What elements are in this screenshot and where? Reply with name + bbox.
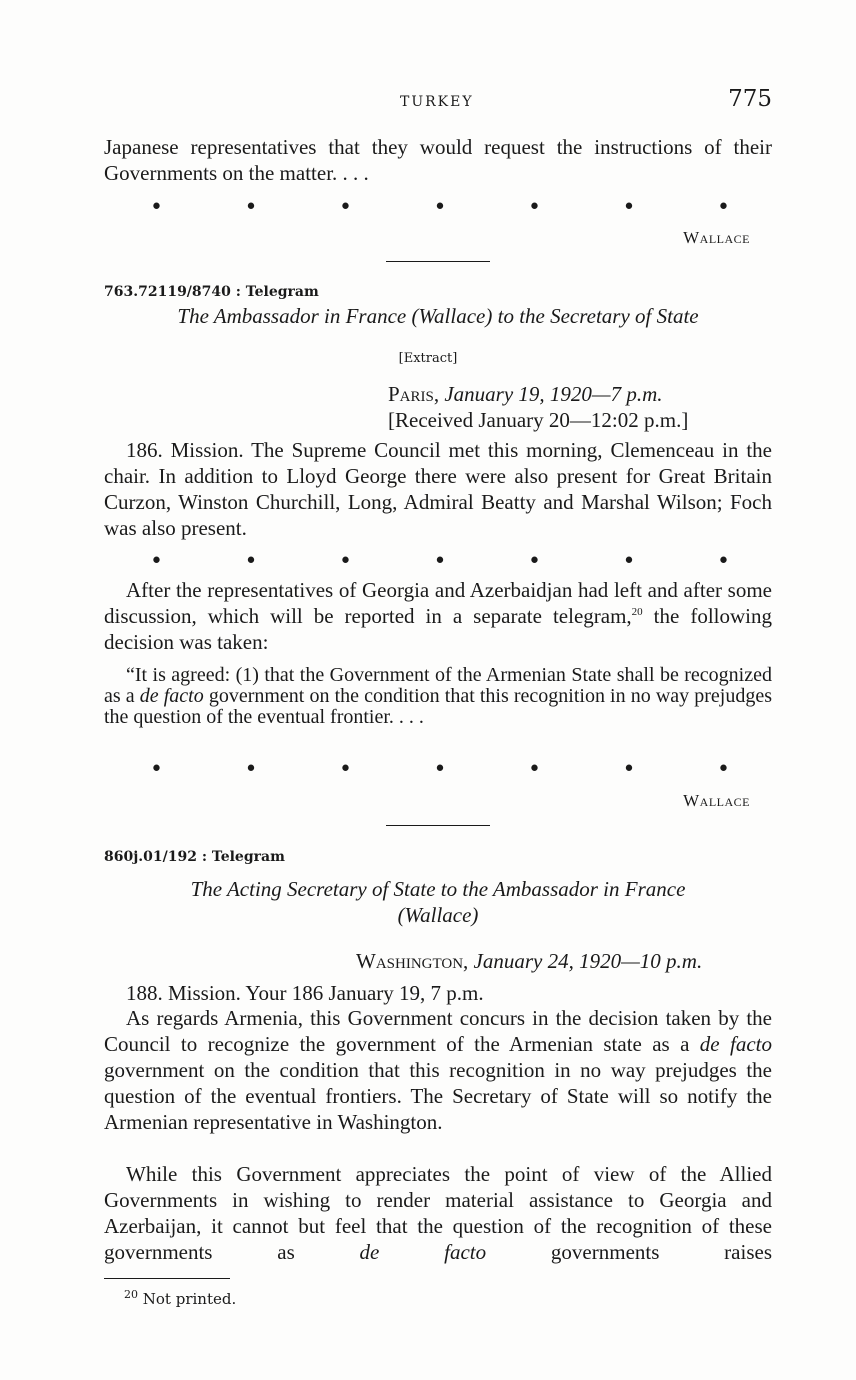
ellipsis-dot: • — [622, 757, 636, 782]
ellipsis-dot: • — [339, 757, 352, 782]
ellipsis-dot: • — [717, 195, 730, 220]
ellipsis-dot: • — [433, 757, 447, 782]
ellipsis-row-3 — [150, 757, 730, 782]
footnote-ref: 20 — [631, 606, 643, 618]
paragraph-georgia-azerbaijan: While this Government appreciates the point of view of the Allied Governments in wishing to render material assistance to Georgia and Azerbaijan, it cannot but feel that the question of the recognition of these governments as de facto governments raises — [104, 1162, 772, 1264]
page-number: 775 — [728, 86, 772, 112]
ellipsis-row-1 — [150, 195, 730, 220]
document-title-line-1: The Acting Secretary of State to the Ambassador in France — [190, 877, 686, 901]
paragraph-188: 188. Mission. Your 186 January 19, 7 p.m. — [126, 981, 484, 1005]
extract-label: [Extract] — [398, 351, 458, 366]
signature-wallace-1: Wallace — [683, 228, 750, 247]
section-divider — [386, 825, 490, 826]
document-title-line-2: (Wallace) — [397, 903, 479, 927]
footnote-text: Not printed. — [138, 1290, 237, 1308]
running-head: TURKEY — [400, 94, 474, 110]
ellipsis-dot: • — [244, 195, 258, 220]
paragraph-armenia: As regards Armenia, this Government concurs in the decision taken by the Council to recognize the government of the Armenian state as a de facto government on the condition that this recognition in no way prejudges the question of the eventual frontiers. The Secretary of State will so notify the Armenian representative in Washington. — [104, 1006, 772, 1134]
file-number: 860j.01/192 : Telegram — [104, 849, 285, 865]
ellipsis-dot: • — [339, 195, 352, 220]
ellipsis-dot: • — [433, 195, 447, 220]
paragraph-186: 186. Mission. The Supreme Council met this morning, Clemenceau in the chair. In addition to Lloyd George there were also present for Great Britain Curzon, Winston Churchill, Long, Admiral Beatty and Marshal Wilson; Foch was also present. — [104, 438, 772, 540]
section-divider — [386, 261, 490, 262]
paragraph-decision: After the representatives of Georgia and Azerbaidjan had left and after some discussion, which will be reported in a separate telegram,$^{20}$ the following decision was taken: — [104, 578, 772, 654]
ellipsis-dot: • — [528, 195, 541, 220]
dateline — [388, 381, 663, 407]
ellipsis-dot: • — [150, 549, 163, 574]
ellipsis-row-2 — [150, 549, 730, 574]
ellipsis-dot: • — [528, 549, 541, 574]
ellipsis-dot: • — [622, 195, 636, 220]
continuation-paragraph: Japanese representatives that they would request the instructions of their Governments on the matter. . . . — [104, 135, 772, 185]
footnote-marker: 20 — [124, 1288, 138, 1301]
dateline-date: January 19, 1920—7 p.m. — [444, 382, 663, 406]
ellipsis-dot: • — [717, 549, 730, 574]
received-line: [Received January 20—12:02 p.m.] — [388, 408, 689, 432]
ellipsis-dot: • — [150, 757, 163, 782]
file-number: 763.72119/8740 : Telegram — [104, 284, 319, 300]
dateline-date: January 24, 1920—10 p.m. — [473, 949, 703, 973]
dateline — [356, 948, 702, 974]
footnote-rule — [104, 1278, 230, 1279]
footnote — [124, 1290, 236, 1308]
ellipsis-dot: • — [528, 757, 541, 782]
ellipsis-dot: • — [622, 549, 636, 574]
dateline-place: Washington, — [356, 949, 469, 973]
document-title: The Ambassador in France (Wallace) to the Secretary of State — [177, 304, 699, 328]
ellipsis-dot: • — [717, 757, 730, 782]
signature-wallace-2: Wallace — [683, 791, 750, 810]
ellipsis-dot: • — [244, 757, 258, 782]
ellipsis-dot: • — [150, 195, 163, 220]
quoted-resolution: “It is agreed: (1) that the Government of the Armenian State shall be recognized as a de facto government on the condition that this recognition in no way prejudges the question of the eventual frontier. . . . — [104, 664, 772, 728]
dateline-place: Paris, — [388, 382, 440, 406]
ellipsis-dot: • — [339, 549, 352, 574]
ellipsis-dot: • — [433, 549, 447, 574]
ellipsis-dot: • — [244, 549, 258, 574]
